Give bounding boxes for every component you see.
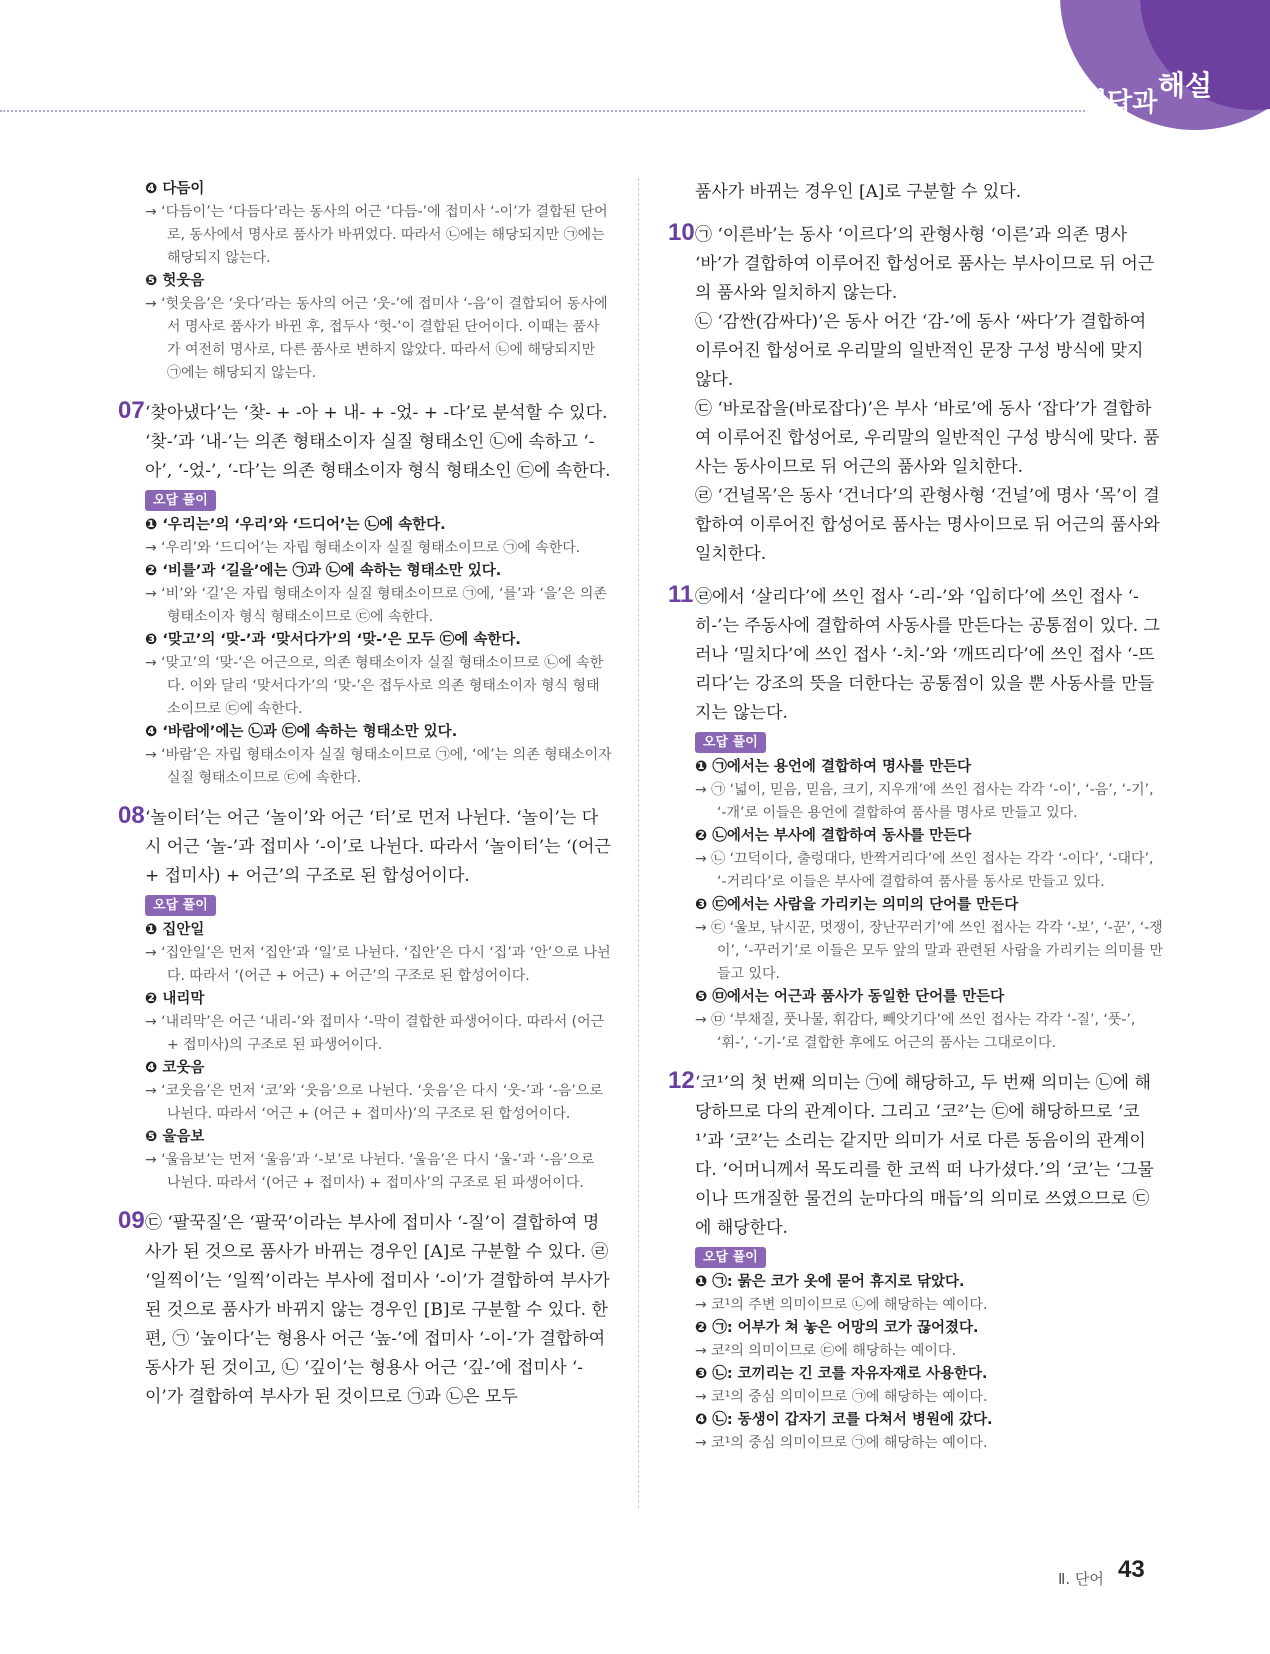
choice-explain: → ㉡ ‘끄덕이다, 출렁대다, 반짝거리다’에 쓰인 접사는 각각 ‘-이다’, ‘-대다’, ‘-거리다’로 이들은 부사에 결합하여 품사를 동사로 만들고 있다. [695,851,1154,890]
choice-head: ❶ 집안일 [145,922,205,938]
wrong-answer-badge: 오답 풀이 [695,732,766,753]
choice-explain: → ‘우리’와 ‘드디어’는 자립 형태소이자 실질 형태소이므로 ㉠에 속한다. [145,540,581,556]
wrong-answer-badge: 오답 풀이 [145,895,216,916]
choice-explain: → ‘울음보’는 먼저 ‘울음’과 ‘-보’로 나뉜다. ‘울음’은 다시 ‘울-’과 ‘-음’으로 나뉜다. 따라서 ‘(어근 + 접미사) + 접미사’의 구조로 된 파생어이다. [145,1152,595,1191]
question-10 [668,221,1164,569]
wrong-answer-list [118,919,612,1195]
answer-text: ㉣에서 ‘살리다’에 쓰인 접사 ‘-리-’와 ‘입히다’에 쓰인 접사 ‘-히-’는 주동사에 결합하여 사동사를 만든다는 공통점이 있다. 그러나 ‘밀치다’에 쓰인 접사 ‘-치-’와 ‘깨뜨리다’에 쓰인 접사 ‘-뜨리다’는 강조의 뜻을 더한다는 공통점이 있을 뿐 사동사를 만들지는 않는다. [695,587,1160,723]
answer-paragraph: ㉢ ‘바로잡을(바로잡다)’은 부사 ‘바로’에 동사 ‘잡다’가 결합하여 이루어진 합성어로, 우리말의 일반적인 구성 방식에 맞다. 품사는 동사이므로 뒤 어근의 품사와 일치한다. [695,399,1160,477]
answer-paragraph: ㉠ ‘이른바’는 동사 ‘이르다’의 관형사형 ‘이른’과 의존 명사 ‘바’가 결합하여 이루어진 합성어로 품사는 부사이므로 뒤 어근의 품사와 일치하지 않는다. [695,225,1155,303]
left-column [118,178,612,1412]
wrong-answer-badge: 오답 풀이 [695,1247,766,1268]
answer-paragraph: ㉣ ‘건널목’은 동사 ‘건너다’의 관형사형 ‘건널’에 명사 ‘목’이 결합하여 이루어진 합성어로 품사는 명사이므로 뒤 어근의 품사와 일치한다. [695,486,1160,564]
choice-head: ❷ 내리막 [145,991,205,1007]
choice-5-explain: → ‘헛웃음’은 ‘웃다’라는 동사의 어근 ‘웃-’에 접미사 ‘-음’이 결합되어 동사에서 명사로 품사가 바뀐 후, 접두사 ‘헛-’이 결합된 단어이다. 이때는 품사가 여전히 명사로, 다른 품사로 변하지 않았다. 따라서 ㉡에 해당되지만 ㉠에는 해당되지 않는다. [145,296,608,381]
question-08 [118,804,612,891]
choice-head: ❶ ‘우리는’의 ‘우리’와 ‘드디어’는 ㉡에 속한다. [145,517,446,533]
choice-explain: → ‘바람’은 자립 형태소이자 실질 형태소이므로 ㉠에, ‘에’는 의존 형태소이자 실질 형태소이므로 ㉢에 속한다. [145,747,612,786]
choice-5-head: ❺ 헛웃음 [145,273,205,289]
choice-head: ❷ ‘비를’과 ‘길을’에는 ㉠과 ㉡에 속하는 형태소만 있다. [145,563,502,579]
header-title-a: 정답과 [1082,88,1158,118]
wrong-answer-list [668,756,1164,1055]
choice-head: ❹ ‘바람에’에는 ㉡과 ㉢에 속하는 형태소만 있다. [145,724,458,740]
q09-continued: 품사가 바뀌는 경우인 [A]로 구분할 수 있다. [695,182,1022,202]
choice-explain: → ㉢ ‘울보, 낚시꾼, 멋쟁이, 장난꾸러기’에 쓰인 접사는 각각 ‘-보’, ‘-꾼’, ‘-쟁이’, ‘-꾸러기’로 이들은 모두 앞의 말과 관련된 사람을 가리키는 의미를 만들고 있다. [695,920,1164,982]
choice-explain: → ㉤ ‘부채질, 풋나물, 휘감다, 빼앗기다’에 쓰인 접사는 각각 ‘-질’, ‘풋-’, ‘휘-’, ‘-기-’로 결합한 후에도 어근의 품사는 그대로이다. [695,1012,1136,1051]
wrong-answer-badge: 오답 풀이 [145,490,216,511]
footer-section: Ⅱ. 단어 [1058,1570,1104,1588]
answer-text: ㉢ ‘팔꾹질’은 ‘팔꾹’이라는 부사에 접미사 ‘-질’이 결합하여 명사가 된 것으로 품사가 바뀌는 경우인 [A]로 구분할 수 있다. ㉣ ‘일찍이’는 ‘일찍’이라는 부사에 접미사 ‘-이’가 결합하여 부사가 된 것으로 품사가 바뀌지 않는 경우인 [B]로 구분할 수 있다. 한편, ㉠ ‘높이다’는 형용사 어근 ‘높-’에 접미사 ‘-이-’가 결합하여 동사가 된 것이고, ㉡ ‘깊이’는 형용사 어근 ‘깊-’에 접미사 ‘-이’가 결합하여 부사가 된 것이므로 ㉠과 ㉡은 모두 [145,1213,610,1407]
choice-4-explain: → ‘다듬이’는 ‘다듬다’라는 동사의 어근 ‘다듬-’에 접미사 ‘-이’가 결합된 단어로, 동사에서 명사로 품사가 바뀌었다. 따라서 ㉡에는 해당되지만 ㉠에는 해당되지 않는다. [145,204,608,266]
choice-4-head: ❹ 다듬이 [145,181,205,197]
answer-text: ‘코¹’의 첫 번째 의미는 ㉠에 해당하고, 두 번째 의미는 ㉡에 해당하므로 다의 관계이다. 그리고 ‘코²’는 ㉢에 해당하므로 ‘코¹’과 ‘코²’는 소리는 같지만 의미가 서로 다른 동음이의 관계이다. ‘어머니께서 목도리를 한 코씩 떠 나가셨다.’의 ‘코’는 ‘그물이나 뜨개질한 물건의 눈마다의 매듭’의 의미로 쓰였으므로 ㉢에 해당한다. [695,1073,1154,1238]
right-column [668,178,1164,1455]
choice-head: ❷ ㉠: 어부가 쳐 놓은 어망의 코가 끊어졌다. [695,1320,979,1336]
question-07 [118,399,612,486]
question-number: 12 [668,1067,695,1094]
header-dotted-rule [0,110,1085,112]
choice-head: ❶ ㉠: 묽은 코가 옷에 묻어 휴지로 닦았다. [695,1274,965,1290]
question-number: 07 [118,397,145,424]
question-11 [668,583,1164,728]
choice-explain: → 코¹의 중심 의미이므로 ㉠에 해당하는 예이다. [695,1435,988,1451]
choice-head: ❷ ㉡에서는 부사에 결합하여 동사를 만든다 [695,828,972,844]
header-title-b: 해설 [1158,69,1213,102]
choice-explain: → ‘맞고’의 ‘맞-’은 어근으로, 의존 형태소이자 실질 형태소이므로 ㉡에 속한다. 이와 달리 ‘맞서다가’의 ‘맞-’은 접두사로 의존 형태소이자 형식 형태소이므로 ㉢에 속한다. [145,655,604,717]
choice-head: ❸ ㉢에서는 사람을 가리키는 의미의 단어를 만든다 [695,897,1019,913]
answer-text: ‘찾아냈다’는 ‘찾- + -아 + 내- + -었- + -다’로 분석할 수 있다. ‘찾-’과 ‘내-’는 의존 형태소이자 실질 형태소인 ㉡에 속하고 ‘-아’, ‘-었-’, ‘-다’는 의존 형태소이자 형식 형태소인 ㉢에 속한다. [145,403,611,481]
choice-head: ❶ ㉠에서는 용언에 결합하여 명사를 만든다 [695,759,972,775]
wrong-answer-list [118,514,612,790]
choice-head: ❹ ㉡: 동생이 갑자기 코를 다쳐서 병원에 갔다. [695,1412,993,1428]
question-number: 10 [668,219,695,246]
q06-continued [118,178,612,385]
choice-explain: → ‘집안일’은 먼저 ‘집안’과 ‘일’로 나뉜다. ‘집안’은 다시 ‘집’과 ‘안’으로 나뉜다. 따라서 ‘(어근 + 어근) + 어근’의 구조로 된 합성어이다. [145,945,611,984]
question-number: 09 [118,1207,145,1234]
choice-explain: → ‘비’와 ‘길’은 자립 형태소이자 실질 형태소이므로 ㉠에, ‘를’과 ‘을’은 의존 형태소이자 형식 형태소이므로 ㉢에 속한다. [145,586,607,625]
wrong-answer-list [668,1271,1164,1455]
question-number: 11 [668,581,694,608]
choice-head: ❸ ‘맞고’의 ‘맞-’과 ‘맞서다가’의 ‘맞-’은 모두 ㉢에 속한다. [145,632,521,648]
question-09 [118,1209,612,1412]
choice-explain: → 코²의 의미이므로 ㉢에 해당하는 예이다. [695,1343,956,1359]
page-number: 43 [1118,1556,1145,1583]
answer-paragraph: ㉡ ‘감싼(감싸다)’은 동사 어간 ‘감-’에 동사 ‘싸다’가 결합하여 이루어진 합성어로 우리말의 일반적인 문장 구성 방식에 맞지 않다. [695,312,1147,390]
question-12 [668,1069,1164,1243]
choice-head: ❺ 울음보 [145,1129,205,1145]
choice-head: ❹ 코웃음 [145,1060,205,1076]
answer-text: ‘놀이터’는 어근 ‘놀이’와 어근 ‘터’로 먼저 나뉜다. ‘놀이’는 다시 어근 ‘놀-’과 접미사 ‘-이’로 나뉜다. 따라서 ‘놀이터’는 ‘(어근 + 접미사) + 어근’의 구조로 된 합성어이다. [145,808,611,886]
choice-explain: → ‘내리막’은 어근 ‘내리-’와 접미사 ‘-막이 결합한 파생어이다. 따라서 (어근 + 접미사)의 구조로 된 파생어이다. [145,1014,605,1053]
choice-head: ❸ ㉡: 코끼리는 긴 코를 자유자재로 사용한다. [695,1366,988,1382]
choice-explain: → ‘코웃음’은 먼저 ‘코’와 ‘웃음’으로 나뉜다. ‘웃음’은 다시 ‘웃-’과 ‘-음’으로 나뉜다. 따라서 ‘어근 + (어근 + 접미사)’의 구조로 된 합성어이다. [145,1083,603,1122]
column-divider [638,178,639,1508]
choice-explain: → 코¹의 중심 의미이므로 ㉠에 해당하는 예이다. [695,1389,988,1405]
choice-head: ❺ ㉤에서는 어근과 품사가 동일한 단어를 만든다 [695,989,1005,1005]
choice-explain: → 코¹의 주변 의미이므로 ㉡에 해당하는 예이다. [695,1297,988,1313]
choice-explain: → ㉠ ‘넓이, 믿음, 믿음, 크기, 지우개’에 쓰인 접사는 각각 ‘-이’, ‘-음’, ‘-기’, ‘-개’로 이들은 용언에 결합하여 품사를 명사로 만들고 있다. [695,782,1154,821]
question-number: 08 [118,802,145,829]
